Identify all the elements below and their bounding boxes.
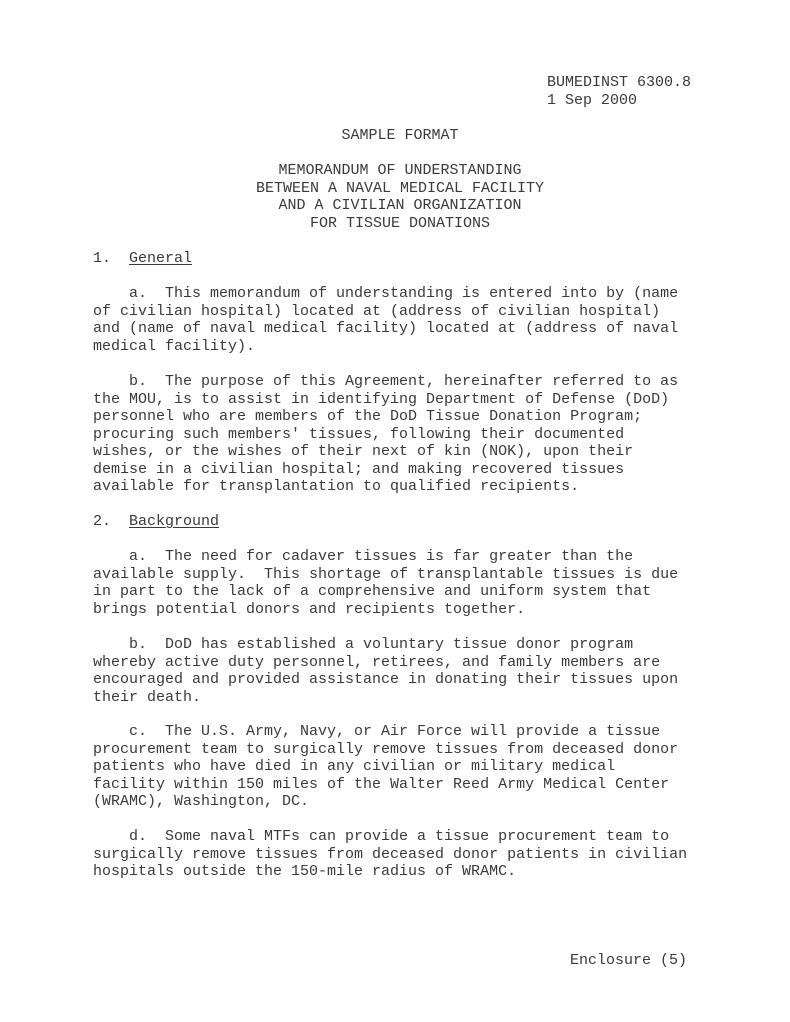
text-line: procurement team to surgically remove tissues from deceased donor: [93, 740, 679, 758]
text-line: procuring such members' tissues, following their documented: [93, 425, 625, 443]
section-title: General: [129, 250, 193, 267]
text-line: medical facility).: [93, 337, 256, 355]
paragraph-1b: [93, 373, 713, 496]
text-line: their death.: [93, 688, 202, 706]
text-line: surgically remove tissues from deceased donor patients in civilian: [93, 845, 688, 863]
text-line: available supply. This shortage of transplantable tissues is due: [93, 565, 679, 583]
text-line: d. Some naval MTFs can provide a tissue procurement team to: [93, 828, 670, 845]
title-line: AND A CIVILIAN ORGANIZATION: [278, 197, 522, 214]
text-line: a. The need for cadaver tissues is far greater than the: [93, 548, 634, 565]
section-heading-background: [93, 513, 219, 531]
text-line: hospitals outside the 150-mile radius of WRAMC.: [93, 863, 517, 880]
sample-format-text: SAMPLE FORMAT: [341, 127, 459, 144]
enclosure-label: [570, 952, 687, 970]
text-line: c. The U.S. Army, Navy, or Air Force will provide a tissue: [93, 723, 661, 740]
text-line: patients who have died in any civilian or military medical: [93, 758, 616, 775]
paragraph-2b: [93, 636, 713, 706]
memo-title: [0, 162, 790, 232]
text-line: b. DoD has established a voluntary tissue donor program: [93, 636, 634, 653]
paragraph-2a: [93, 548, 713, 618]
section-number: 1.: [93, 250, 130, 267]
text-line: brings potential donors and recipients together.: [93, 600, 526, 618]
text-line: encouraged and provided assistance in donating their tissues upon: [93, 671, 679, 688]
text-line: demise in a civilian hospital; and making recovered tissues: [93, 460, 625, 478]
text-line: and (name of naval medical facility) located at (address of naval: [93, 320, 679, 337]
document-reference: [547, 74, 691, 109]
section-title: Background: [129, 513, 220, 530]
text-line: b. The purpose of this Agreement, hereinafter referred to as: [93, 373, 679, 390]
text-line: a. This memorandum of understanding is entered into by (name: [93, 285, 679, 302]
text-line: available for transplantation to qualified recipients.: [93, 478, 580, 495]
title-line: MEMORANDUM OF UNDERSTANDING: [278, 162, 522, 179]
text-line: personnel who are members of the DoD Tissue Donation Program;: [93, 408, 643, 425]
title-line: FOR TISSUE DONATIONS: [309, 214, 491, 232]
text-line: facility within 150 miles of the Walter Reed Army Medical Center: [93, 775, 670, 793]
title-line: BETWEEN A NAVAL MEDICAL FACILITY: [255, 179, 545, 197]
document-date: 1 Sep 2000: [547, 91, 638, 109]
text-line: whereby active duty personnel, retirees, and family members are: [93, 653, 661, 671]
instruction-number: BUMEDINST 6300.8: [547, 74, 692, 91]
sample-format-label: [0, 127, 790, 145]
text-line: of civilian hospital) located at (address of civilian hospital): [93, 302, 661, 320]
text-line: the MOU, is to assist in identifying Department of Defense (DoD): [93, 390, 670, 408]
text-line: in part to the lack of a comprehensive and uniform system that: [93, 583, 652, 600]
enclosure-text: Enclosure (5): [570, 952, 688, 969]
paragraph-2c: [93, 723, 713, 811]
paragraph-1a: [93, 285, 713, 355]
paragraph-2d: [93, 828, 713, 881]
section-heading-general: [93, 250, 192, 268]
section-number: 2.: [93, 513, 130, 530]
text-line: wishes, or the wishes of their next of kin (NOK), upon their: [93, 443, 634, 460]
text-line: (WRAMC), Washington, DC.: [93, 793, 310, 810]
